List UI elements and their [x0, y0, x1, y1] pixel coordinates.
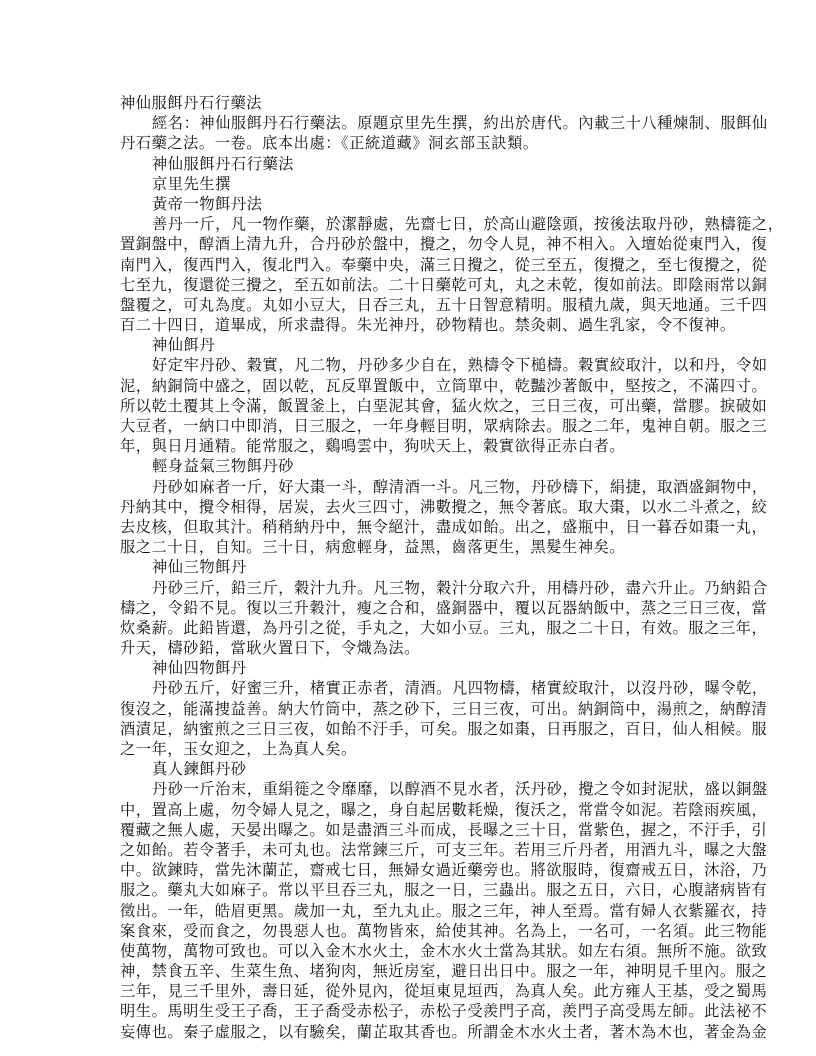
paragraph-line: 案食來，受而食之，勿畏惡人也。萬物皆來，給使其神。名為上，一名可，一名須。此三物能 — [120, 921, 768, 940]
paragraph-line: 升天，檮砂鉛，當耿火置日下，令熾為法。 — [120, 639, 420, 658]
paragraph-line: 置銅盤中，醇酒上清九升，合丹砂於盤中，攪之，勿令人見，神不相入。入壇始從東門入，復 — [120, 235, 768, 254]
paragraph-line: 盤覆之，可丸為度。丸如小豆大，日吞三丸，五十日智意精明。服積九歲，與天地通。三千四 — [120, 295, 768, 314]
document-subtitle: 神仙服餌丹石行藥法 — [152, 154, 295, 173]
paragraph-line: 年，與日月通精。能常服之，鷄鳴雲中，狗吠天上，穀實欲得正赤白者。 — [120, 437, 626, 456]
section-heading: 黃帝一物餌丹法 — [152, 194, 263, 213]
paragraph-line: 中。欲鍊時，當先沐蘭芷，齋戒七日，無婦女過近藥旁也。將欲服時，復齋戒五日，沐浴，乃 — [120, 861, 768, 880]
paragraph-line: 服之二十日，自知。三十日，病愈輕身，益黑，齒落更生，黑髮生神矣。 — [120, 538, 626, 557]
paragraph-line: 大豆者，一納口中即消，日三服之，一年身輕目明，眾病除去。服之二年，鬼神自朝。服之三 — [120, 417, 768, 435]
paragraph-line: 覆藏之無人處，天晏出曝之。如是盡酒三斗而成，長曝之三十日，當紫色，握之，不汙手，引 — [120, 820, 768, 839]
paragraph-line: 服之。藥丸大如麻子。常以平旦吞三丸，服之一日，三蟲出。服之五日，六日，心腹諸病皆有 — [120, 881, 768, 900]
paragraph-line: 妄傳也。秦子虛服之，以有驗矣，蘭芷取其香也。所謂金木水火土者，著木為木也，著金為金 — [120, 1022, 768, 1041]
paragraph-line: 三年，見三千里外，壽日延，從外見內，從垣東見垣西，為真人矣。此方雍人王基，受之蜀馬 — [120, 982, 768, 1001]
paragraph-line: 明生。馬明生受王子喬，王子喬受赤松子，赤松子受羨門子高，羨門子高受馬左師。此法祕不 — [120, 1002, 768, 1021]
paragraph-line: 檮之，令鉛不見。復以三升穀汁，瘦之合和，盛銅器中，覆以瓦器納飯中，蒸之三日三夜，當 — [120, 598, 768, 617]
paragraph-line: 炊桑薪。此鉛皆還，為丹引之從，手丸之，大如小豆。三丸，服之二十日，有效。服之三年， — [120, 618, 768, 637]
document-title: 神仙服餌丹石行藥法 — [120, 94, 263, 112]
paragraph-line: 丹砂三斤，鉛三斤，穀汁九升。凡三物，穀汁分取六升，用檮丹砂，盡六升止。乃納鉛合 — [152, 578, 768, 597]
paragraph-line: 丹砂如麻者一斤，好大棗一斗，醇清酒一斗。凡三物，丹砂檮下，絹捷，取酒盛銅物中， — [152, 477, 768, 496]
intro-line: 經名：神仙服餌丹石行藥法。原題京里先生撰，約出於唐代。內載三十八種煉制、服餌仙 — [152, 114, 768, 133]
paragraph-line: 神，禁食五辛、生菜生魚、堵狗肉，無近房室，避日出日中。服之一年，神明見千里內。服之 — [120, 962, 768, 981]
paragraph-line: 泥，納銅筒中盛之，固以乾，瓦反單置飯中，立筒單中，乾豔沙著飯中，堅按之，不滿四寸。 — [120, 376, 768, 395]
paragraph-line: 使萬物，萬物可致也。可以入金木水火土，金木水火土當為其狀。如左右須。無所不施。欲致 — [120, 941, 768, 960]
paragraph-line: 丹砂五斤，好蜜三升，楮實正赤者，清酒。凡四物檮，楮實絞取汁，以沒丹砂，曝令乾， — [152, 679, 768, 698]
paragraph-line: 丹納其中，攪令相得，居炭，去火三四寸，沸數攪之，無令著底。取大棗，以水二斗煮之，絞 — [120, 497, 768, 516]
document-page — [120, 93, 784, 1042]
paragraph-line: 丹砂一斤治末，重絹簁之令靡靡，以醇酒不見水者，沃丹砂，攪之令如封泥狀，盛以銅盤 — [152, 780, 768, 799]
section-heading: 神仙三物餌丹 — [152, 558, 247, 577]
paragraph-line: 善丹一斤，凡一物作藥，於潔靜處，先齋七日，於高山避陰頭，按後法取丹砂，熟檮簁之， — [152, 215, 784, 234]
section-heading: 神仙餌丹 — [152, 336, 216, 355]
intro-line: 丹石藥之法。一卷。底本出處：《正統道藏》洞玄部玉訣類。 — [120, 134, 539, 153]
paragraph-line: 七至九，復還從三攪之，至五如前法。二十日藥乾可丸，丸之未乾，復如前法。即陰雨常以銅 — [120, 275, 768, 294]
section-heading: 輕身益氣三物餌丹砂 — [152, 457, 295, 476]
paragraph-line: 酒漬足，納蜜煎之三日三夜，如飴不汙手，可矣。服之如棗，日再服之，百日，仙人相候。服 — [120, 719, 768, 738]
paragraph-line: 好定牢丹砂、穀實，凡二物，丹砂多少自在，熟檮令下槌檮。穀實絞取汁，以和丹，令如 — [152, 356, 768, 375]
section-heading: 神仙四物餌丹 — [152, 659, 247, 678]
paragraph-line: 去皮核，但取其汁。稍稍納丹中，無令絕汁，盡成如飴。出之，盛瓶中，日一暮吞如棗一丸， — [120, 517, 768, 536]
paragraph-line: 百二十四日，道畢成，所求盡得。朱光神丹，砂物精也。禁灸刺、過生乳家，令不復神。 — [120, 316, 736, 335]
document-author: 京里先生撰 — [152, 174, 231, 193]
paragraph-line: 之一年，玉女迎之，上為真人矣。 — [120, 740, 357, 758]
paragraph-line: 復沒之，能滿捜益善。納大竹筒中，蒸之砂下，三日三夜，可出。納銅筒中，湯煎之，納醇清 — [120, 699, 768, 718]
paragraph-line: 中，置高上處，勿令婦人見之，曝之，身自起居數耗燥，復沃之，常當令如泥。若陰雨疾風， — [120, 800, 768, 819]
paragraph-line: 之如飴。若令著手，未可丸也。法常鍊三斤，可支三年。若用三斤丹者，用酒九斗，曝之大盤 — [120, 840, 768, 859]
paragraph-line: 所以乾土覆其上令滿，飯置釜上，白堊泥其會，猛火炊之，三日三夜，可出藥，當膠。捩破如 — [120, 396, 768, 415]
section-heading: 真人鍊餌丹砂 — [152, 760, 247, 779]
paragraph-line: 徵出。一年，皓眉更黑。歲加一丸，至九丸止。服之三年，神人至焉。當有婦人衣紫羅衣，持 — [120, 901, 768, 920]
paragraph-line: 南門入，復西門入，復北門入。奉藥中央，滿三日攪之，從三至五，復攪之，至七復攪之，從 — [120, 255, 768, 274]
